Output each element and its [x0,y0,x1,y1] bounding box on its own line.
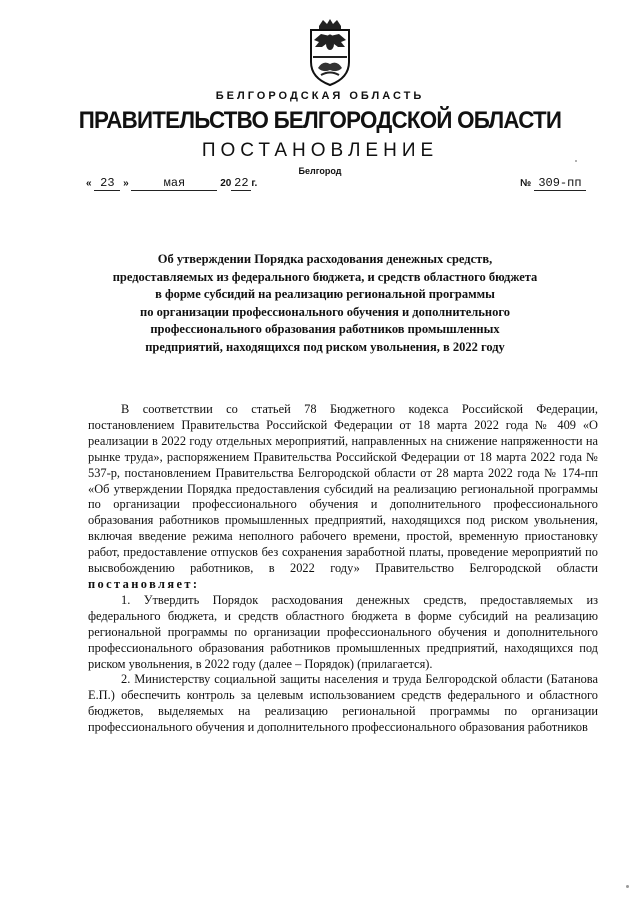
title-line: Об утверждении Порядка расходования денежных средств, [157,252,493,266]
coat-of-arms-icon [299,18,361,88]
document-body [88,402,598,736]
title-line: по организации профессионального обучения и дополнительного [140,304,510,319]
date-year-abbr: г. [251,178,258,189]
scan-speck [575,160,577,162]
date-month: мая [131,176,217,191]
government-name: ПРАВИТЕЛЬСТВО БЕЛГОРОДСКОЙ ОБЛАСТИ [78,107,562,134]
clause-1-paragraph: 1. Утвердить Порядок расходования денежных средств, предоставляемых из федерального бюджета, и средств областного бюджета в форме субсидий на реализацию региональной программы по организации профессионального обучения и дополнительного профессионального образования работников промышленных предприятий, находящихся под риском увольнения, в 2022 году (далее – Порядок) (прилагается). [88,592,598,671]
date-day: 23 [94,176,120,191]
preamble-paragraph [88,402,598,593]
document-number: 309-пп [534,176,586,191]
document-type: ПОСТАНОВЛЕНИЕ [201,140,439,161]
document-title [80,251,570,356]
scan-speck [626,885,629,888]
date-close-quote: » [123,178,129,189]
number-label: № [520,178,532,189]
city-name: Белгород [298,166,342,176]
title-line: в форме субсидий на реализацию региональной программы [155,287,495,301]
title-line: предоставляемых из федерального бюджета, и средств областного бюджета [112,269,538,284]
number-line [520,176,586,191]
date-open-quote: « [86,178,92,189]
region-name: БЕЛГОРОДСКАЯ ОБЛАСТЬ [215,90,425,102]
decree-word: постановляет: [88,576,200,591]
date-year-prefix: 20 [220,178,232,189]
date-year-suffix: 22 [231,176,251,191]
clause-2-paragraph: 2. Министерству социальной защиты населения и труда Белгородской области (Батанова Е.П.) обеспечить контроль за целевым использованием средств федерального и областного бюджетов, выделяемых на реализацию региональной программы по организации профессионального обучения и дополнительного профессионального образования работников [88,672,598,735]
preamble-text: В соответствии со статьей 78 Бюджетного кодекса Российской Федерации, постановлением Правительства Российской Федерации от 18 марта 2022 года № 409 «О реализации в 2022 году отдельных мероприятий, направленных на снижение напряженности на рынке труда», распоряжением Правительства Российской Федерации от 18 марта 2022 года № 537-р, постановлением Правительства Белгородской области от 28 марта 2022 года № 174-пп «Об утверждении Порядка предоставления субсидий на реализацию региональной программы по организации профессионального обучения и дополнительного профессионального образования работников промышленных предприятий, находящихся под риском увольнения, включая введение режима неполного рабочего времени, простой, временную приостановку работ, предоставление отпусков без сохранения заработной платы, проведение мероприятий по высвобождению работников, в 2022 году» Правительство Белгородской области [88,402,598,576]
title-line: профессионального образования работников промышленных [150,322,500,336]
title-line: предприятий, находящихся под риском увольнения, в 2022 году [145,339,505,354]
date-line [86,176,257,191]
